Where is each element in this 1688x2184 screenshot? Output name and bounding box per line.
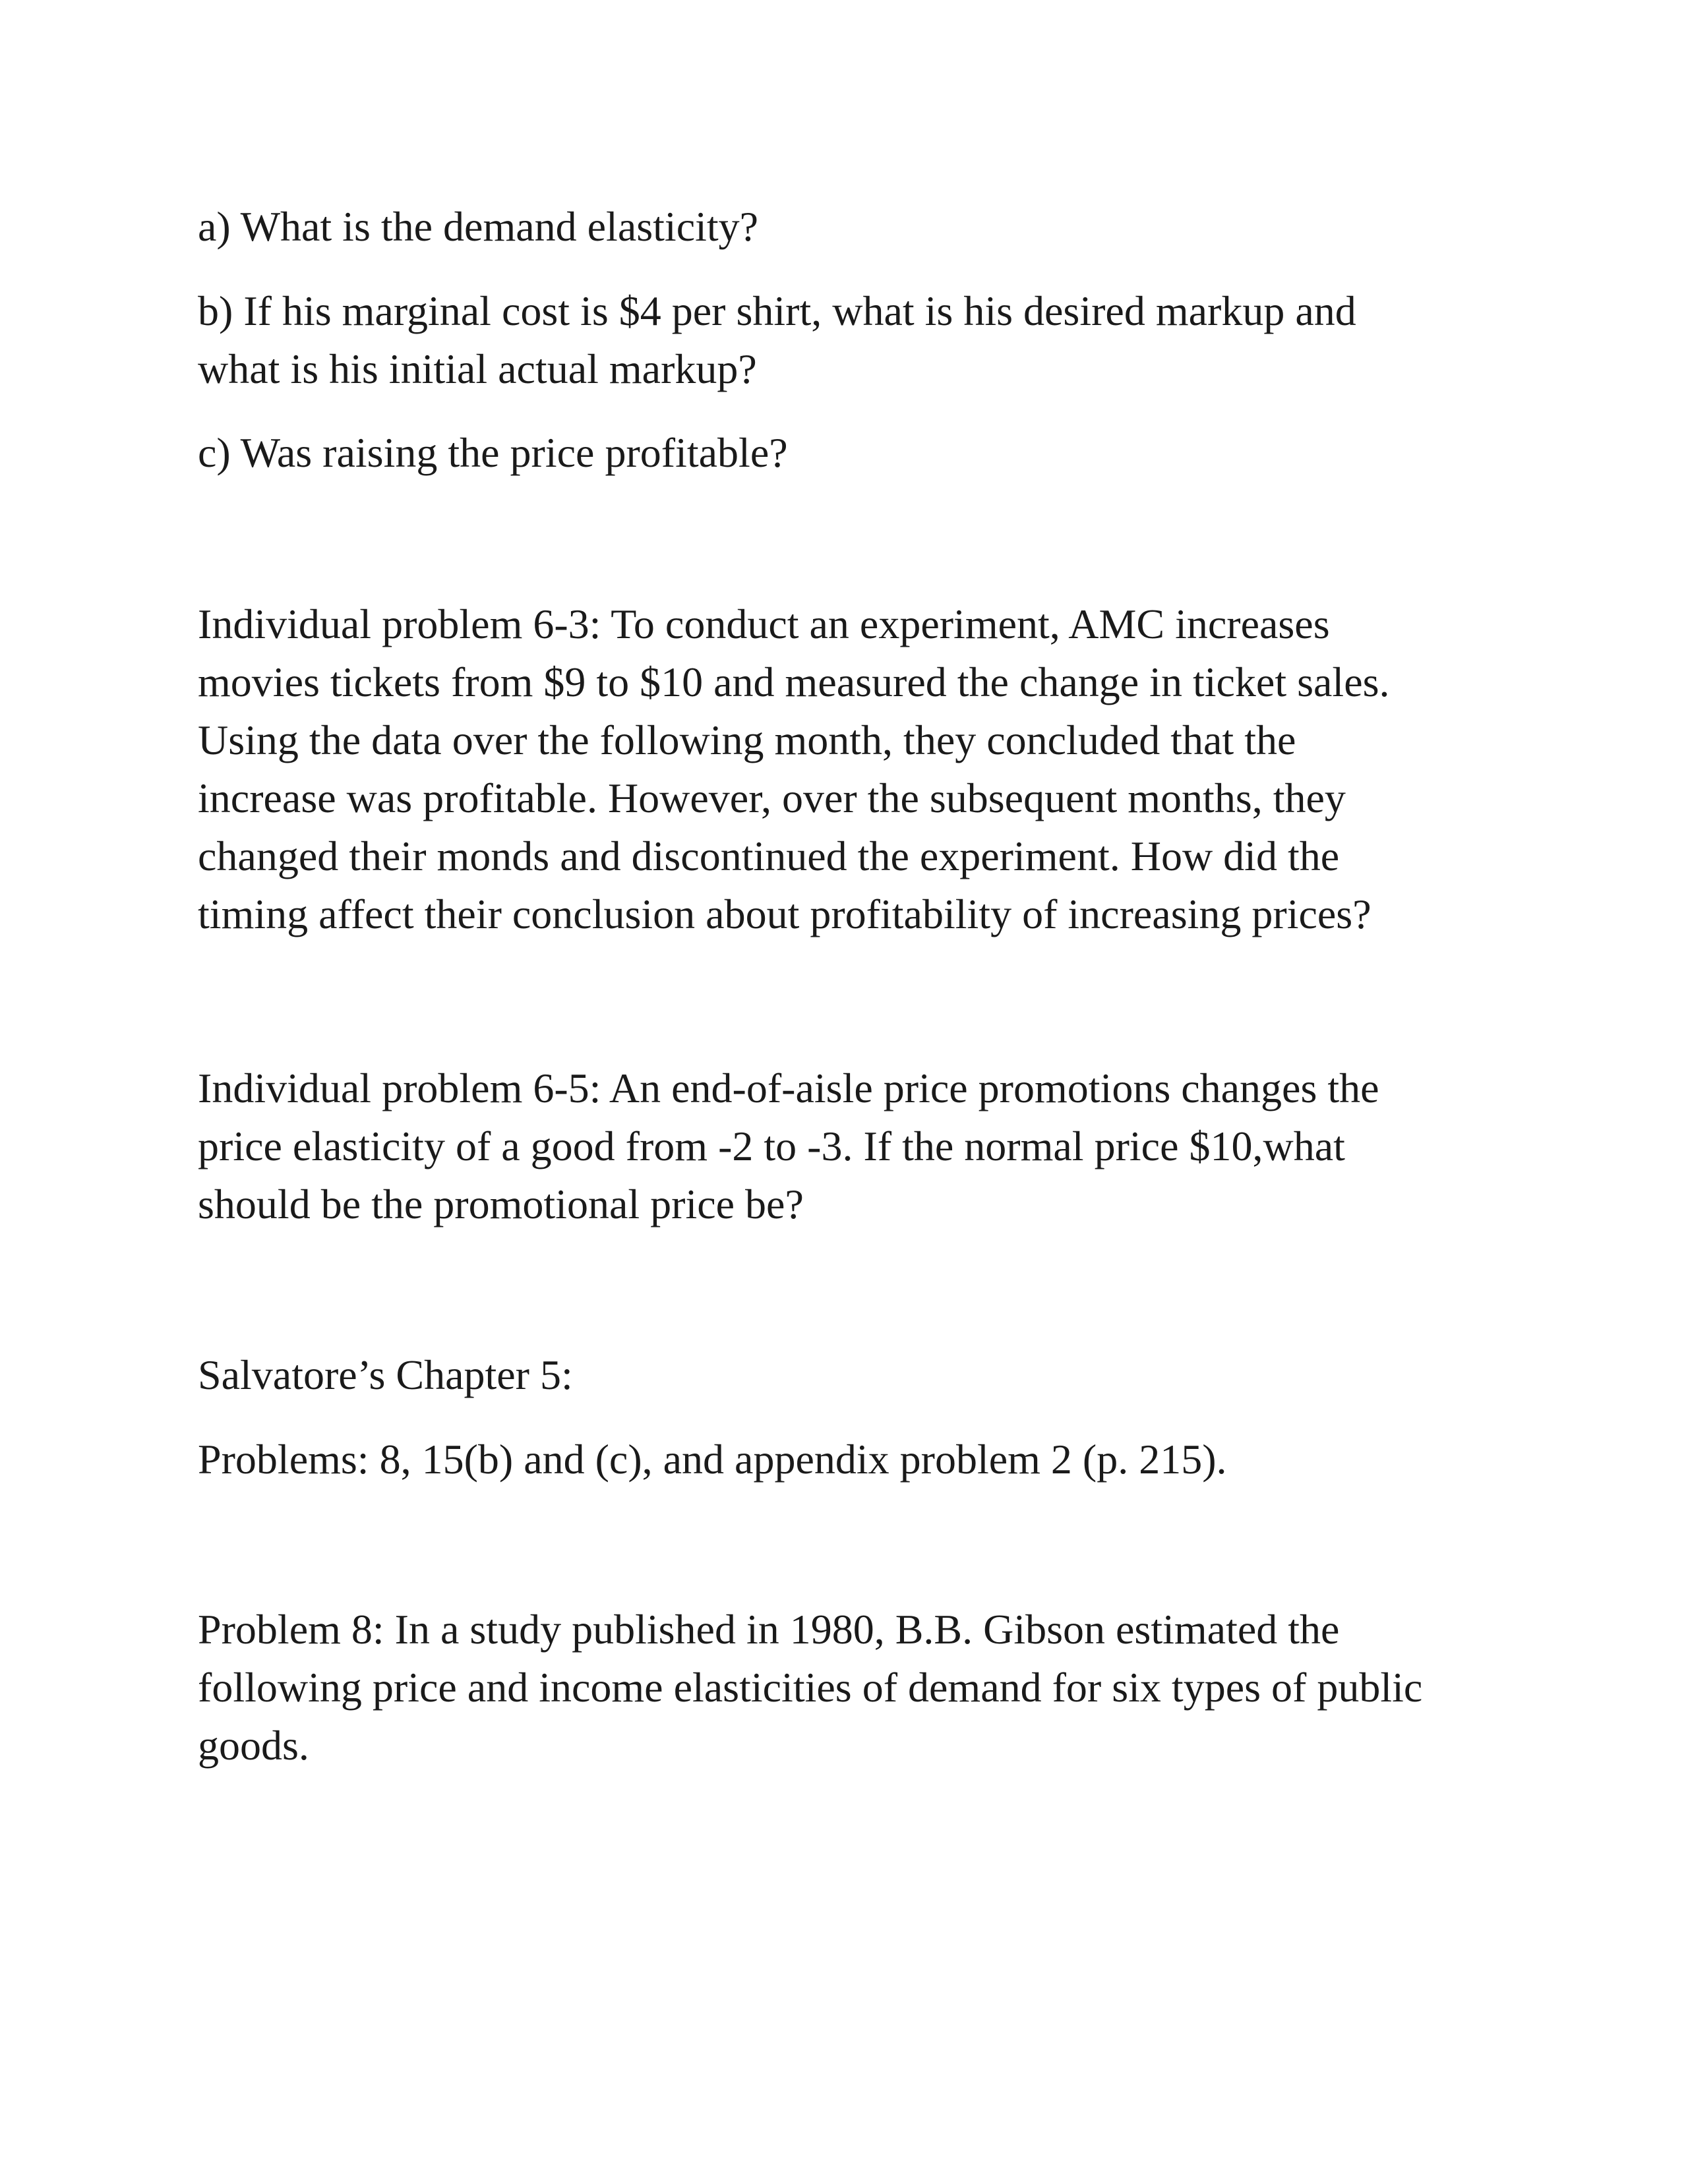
problem-6-3-line-4: increase was profitable. However, over the subsequent months, they — [198, 775, 1346, 821]
question-a-line: a) What is the demand elasticity? — [198, 203, 759, 250]
problem-6-3-line-3: Using the data over the following month, they concluded that the — [198, 717, 1296, 763]
chapter-heading — [198, 1346, 1530, 1404]
question-b — [198, 282, 1530, 398]
question-c-line: c) Was raising the price profitable? — [198, 429, 788, 476]
question-b-line-1: b) If his marginal cost is $4 per shirt, what is his desired markup and — [198, 287, 1356, 334]
problem-6-5-line-1: Individual problem 6-5: An end-of-aisle price promotions changes the — [198, 1065, 1379, 1111]
question-c — [198, 424, 1530, 482]
problems-list-line: Problems: 8, 15(b) and (c), and appendix problem 2 (p. 215). — [198, 1436, 1227, 1483]
problem-6-5 — [198, 1059, 1530, 1233]
problem-8-line-2: following price and income elasticities of demand for six types of public — [198, 1664, 1423, 1711]
chapter-heading-line: Salvatore’s Chapter 5: — [198, 1351, 573, 1398]
problems-list — [198, 1431, 1530, 1489]
problem-6-3 — [198, 595, 1530, 943]
question-a — [198, 198, 1530, 256]
problem-8-line-3: goods. — [198, 1722, 309, 1769]
problem-6-3-line-2: movies tickets from $9 to $10 and measured the change in ticket sales. — [198, 659, 1390, 705]
problem-8 — [198, 1601, 1530, 1775]
problem-8-line-1: Problem 8: In a study published in 1980, B.B. Gibson estimated the — [198, 1606, 1340, 1653]
problem-6-5-line-3: should be the promotional price be? — [198, 1181, 804, 1227]
problem-6-3-line-1: Individual problem 6-3: To conduct an experiment, AMC increases — [198, 601, 1330, 647]
problem-6-5-line-2: price elasticity of a good from -2 to -3. If the normal price $10,what — [198, 1123, 1345, 1169]
question-b-line-2: what is his initial actual markup? — [198, 345, 757, 392]
problem-6-3-line-5: changed their monds and discontinued the experiment. How did the — [198, 833, 1340, 879]
problem-6-3-line-6: timing affect their conclusion about profitability of increasing prices? — [198, 891, 1372, 937]
